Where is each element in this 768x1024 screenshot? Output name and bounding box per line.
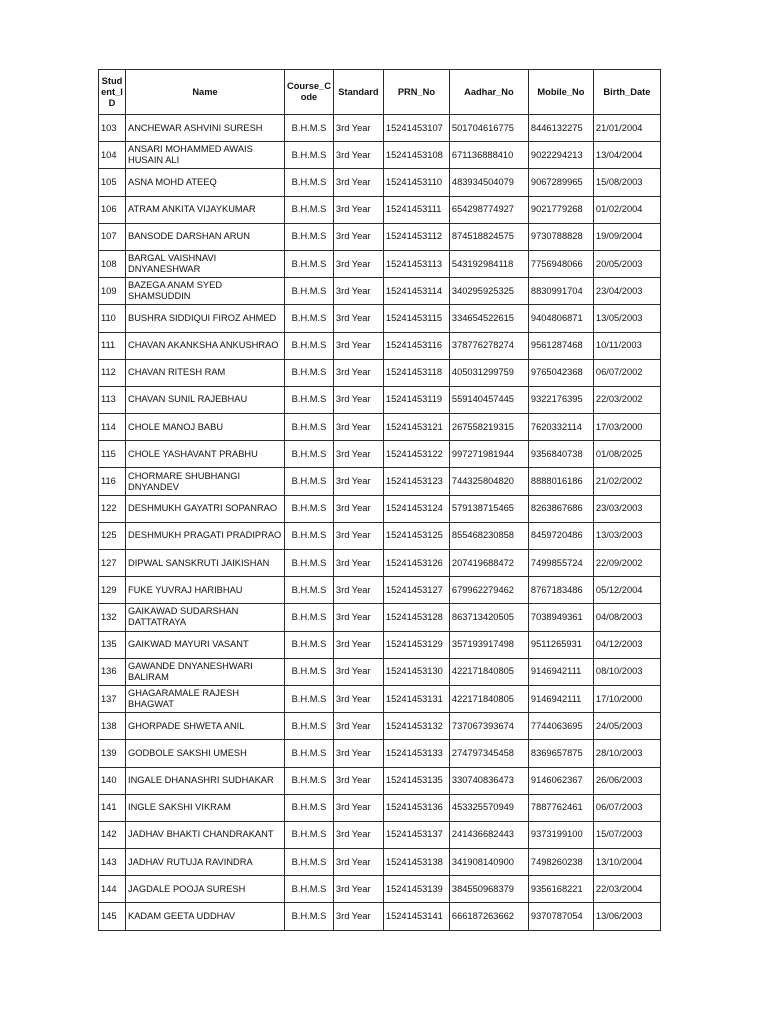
table-row [99, 658, 661, 685]
course-code-cell: B.H.M.S [285, 115, 334, 142]
standard-cell: 3rd Year [333, 631, 383, 658]
mobile-no-cell: 8263867686 [528, 495, 593, 522]
name-cell: BUSHRA SIDDIQUI FIROZ AHMED [126, 305, 285, 332]
prn-no-cell: 15241453136 [383, 794, 449, 821]
standard-cell: 3rd Year [333, 142, 383, 169]
name-cell: GODBOLE SAKSHI UMESH [126, 740, 285, 767]
birth-date-cell: 21/01/2004 [593, 115, 660, 142]
standard-cell: 3rd Year [333, 794, 383, 821]
prn-no-cell: 15241453135 [383, 767, 449, 794]
mobile-no-cell: 9356840738 [528, 441, 593, 468]
aadhar-no-cell: 274797345458 [449, 740, 528, 767]
course-code-cell: B.H.M.S [285, 658, 334, 685]
prn-no-cell: 15241453107 [383, 115, 449, 142]
name-cell: INGALE DHANASHRI SUDHAKAR [126, 767, 285, 794]
prn-no-cell: 15241453137 [383, 821, 449, 848]
mobile-no-cell: 9022294213 [528, 142, 593, 169]
table-row [99, 685, 661, 712]
table-row [99, 495, 661, 522]
name-cell: CHAVAN RITESH RAM [126, 359, 285, 386]
aadhar-no-cell: 744325804820 [449, 468, 528, 495]
prn-no-cell: 15241453124 [383, 495, 449, 522]
student-id-cell: 115 [99, 441, 126, 468]
aadhar-no-cell: 422171840805 [449, 685, 528, 712]
student-id-cell: 111 [99, 332, 126, 359]
standard-cell: 3rd Year [333, 713, 383, 740]
name-cell: DIPWAL SANSKRUTI JAIKISHAN [126, 550, 285, 577]
table-row [99, 767, 661, 794]
birth-date-cell: 15/07/2003 [593, 821, 660, 848]
prn-no-cell: 15241453138 [383, 849, 449, 876]
aadhar-no-cell: 340295925325 [449, 278, 528, 305]
student-id-cell: 122 [99, 495, 126, 522]
student-id-cell: 112 [99, 359, 126, 386]
student-id-cell: 125 [99, 522, 126, 549]
header-birth-date: Birth_Date [593, 70, 660, 115]
table-row [99, 577, 661, 604]
name-cell: ANSARI MOHAMMED AWAIS HUSAIN ALI [126, 142, 285, 169]
student-id-cell: 104 [99, 142, 126, 169]
mobile-no-cell: 9404806871 [528, 305, 593, 332]
birth-date-cell: 21/02/2002 [593, 468, 660, 495]
mobile-no-cell: 8767183486 [528, 577, 593, 604]
mobile-no-cell: 7744063695 [528, 713, 593, 740]
birth-date-cell: 19/09/2004 [593, 223, 660, 250]
course-code-cell: B.H.M.S [285, 903, 334, 930]
name-cell: BARGAL VAISHNAVI DNYANESHWAR [126, 250, 285, 277]
birth-date-cell: 13/05/2003 [593, 305, 660, 332]
aadhar-no-cell: 671136888410 [449, 142, 528, 169]
prn-no-cell: 15241453132 [383, 713, 449, 740]
birth-date-cell: 13/04/2004 [593, 142, 660, 169]
name-cell: BANSODE DARSHAN ARUN [126, 223, 285, 250]
birth-date-cell: 28/10/2003 [593, 740, 660, 767]
mobile-no-cell: 9370787054 [528, 903, 593, 930]
table-row [99, 441, 661, 468]
course-code-cell: B.H.M.S [285, 713, 334, 740]
standard-cell: 3rd Year [333, 740, 383, 767]
prn-no-cell: 15241453119 [383, 386, 449, 413]
aadhar-no-cell: 207419688472 [449, 550, 528, 577]
table-row [99, 522, 661, 549]
student-id-cell: 127 [99, 550, 126, 577]
table-row [99, 196, 661, 223]
course-code-cell: B.H.M.S [285, 849, 334, 876]
student-id-cell: 145 [99, 903, 126, 930]
table-row [99, 876, 661, 903]
student-id-cell: 143 [99, 849, 126, 876]
mobile-no-cell: 8446132275 [528, 115, 593, 142]
name-cell: ATRAM ANKITA VIJAYKUMAR [126, 196, 285, 223]
prn-no-cell: 15241453108 [383, 142, 449, 169]
aadhar-no-cell: 855468230858 [449, 522, 528, 549]
table-row [99, 305, 661, 332]
prn-no-cell: 15241453115 [383, 305, 449, 332]
prn-no-cell: 15241453141 [383, 903, 449, 930]
student-id-cell: 138 [99, 713, 126, 740]
table-row [99, 631, 661, 658]
course-code-cell: B.H.M.S [285, 468, 334, 495]
standard-cell: 3rd Year [333, 821, 383, 848]
birth-date-cell: 17/10/2000 [593, 685, 660, 712]
mobile-no-cell: 7498260238 [528, 849, 593, 876]
student-id-cell: 116 [99, 468, 126, 495]
student-id-cell: 132 [99, 604, 126, 631]
student-id-cell: 107 [99, 223, 126, 250]
header-prn-no: PRN_No [383, 70, 449, 115]
birth-date-cell: 13/10/2004 [593, 849, 660, 876]
birth-date-cell: 23/04/2003 [593, 278, 660, 305]
table-row [99, 849, 661, 876]
course-code-cell: B.H.M.S [285, 577, 334, 604]
aadhar-no-cell: 737067393674 [449, 713, 528, 740]
birth-date-cell: 22/03/2004 [593, 876, 660, 903]
standard-cell: 3rd Year [333, 468, 383, 495]
birth-date-cell: 01/02/2004 [593, 196, 660, 223]
birth-date-cell: 23/03/2003 [593, 495, 660, 522]
course-code-cell: B.H.M.S [285, 821, 334, 848]
standard-cell: 3rd Year [333, 441, 383, 468]
course-code-cell: B.H.M.S [285, 522, 334, 549]
prn-no-cell: 15241453126 [383, 550, 449, 577]
aadhar-no-cell: 241436682443 [449, 821, 528, 848]
name-cell: DESHMUKH GAYATRI SOPANRAO [126, 495, 285, 522]
name-cell: GHAGARAMALE RAJESH BHAGWAT [126, 685, 285, 712]
aadhar-no-cell: 863713420505 [449, 604, 528, 631]
student-id-cell: 105 [99, 169, 126, 196]
course-code-cell: B.H.M.S [285, 169, 334, 196]
header-name: Name [126, 70, 285, 115]
prn-no-cell: 15241453116 [383, 332, 449, 359]
prn-no-cell: 15241453118 [383, 359, 449, 386]
mobile-no-cell: 8369657875 [528, 740, 593, 767]
standard-cell: 3rd Year [333, 359, 383, 386]
standard-cell: 3rd Year [333, 495, 383, 522]
mobile-no-cell: 9730788828 [528, 223, 593, 250]
name-cell: DESHMUKH PRAGATI PRADIPRAO [126, 522, 285, 549]
table-row [99, 359, 661, 386]
birth-date-cell: 17/03/2000 [593, 414, 660, 441]
aadhar-no-cell: 341908140900 [449, 849, 528, 876]
student-id-cell: 113 [99, 386, 126, 413]
prn-no-cell: 15241453125 [383, 522, 449, 549]
standard-cell: 3rd Year [333, 250, 383, 277]
table-row [99, 386, 661, 413]
standard-cell: 3rd Year [333, 196, 383, 223]
birth-date-cell: 10/11/2003 [593, 332, 660, 359]
course-code-cell: B.H.M.S [285, 876, 334, 903]
name-cell: INGLE SAKSHI VIKRAM [126, 794, 285, 821]
standard-cell: 3rd Year [333, 550, 383, 577]
table-row [99, 903, 661, 930]
prn-no-cell: 15241453128 [383, 604, 449, 631]
name-cell: GAIKWAD MAYURI VASANT [126, 631, 285, 658]
mobile-no-cell: 9765042368 [528, 359, 593, 386]
prn-no-cell: 15241453121 [383, 414, 449, 441]
student-id-cell: 139 [99, 740, 126, 767]
course-code-cell: B.H.M.S [285, 414, 334, 441]
name-cell: CHORMARE SHUBHANGI DNYANDEV [126, 468, 285, 495]
birth-date-cell: 22/09/2002 [593, 550, 660, 577]
name-cell: GHORPADE SHWETA ANIL [126, 713, 285, 740]
mobile-no-cell: 9322176395 [528, 386, 593, 413]
birth-date-cell: 22/03/2002 [593, 386, 660, 413]
birth-date-cell: 13/03/2003 [593, 522, 660, 549]
table-row [99, 414, 661, 441]
course-code-cell: B.H.M.S [285, 631, 334, 658]
course-code-cell: B.H.M.S [285, 767, 334, 794]
name-cell: BAZEGA ANAM SYED SHAMSUDDIN [126, 278, 285, 305]
mobile-no-cell: 8888016186 [528, 468, 593, 495]
course-code-cell: B.H.M.S [285, 359, 334, 386]
standard-cell: 3rd Year [333, 685, 383, 712]
name-cell: JADHAV BHAKTI CHANDRAKANT [126, 821, 285, 848]
aadhar-no-cell: 378776278274 [449, 332, 528, 359]
name-cell: ASNA MOHD ATEEQ [126, 169, 285, 196]
course-code-cell: B.H.M.S [285, 250, 334, 277]
student-id-cell: 109 [99, 278, 126, 305]
standard-cell: 3rd Year [333, 767, 383, 794]
prn-no-cell: 15241453130 [383, 658, 449, 685]
course-code-cell: B.H.M.S [285, 305, 334, 332]
standard-cell: 3rd Year [333, 115, 383, 142]
prn-no-cell: 15241453129 [383, 631, 449, 658]
birth-date-cell: 04/08/2003 [593, 604, 660, 631]
header-mobile-no: Mobile_No [528, 70, 593, 115]
prn-no-cell: 15241453110 [383, 169, 449, 196]
prn-no-cell: 15241453139 [383, 876, 449, 903]
mobile-no-cell: 7756948066 [528, 250, 593, 277]
mobile-no-cell: 7038949361 [528, 604, 593, 631]
student-id-cell: 142 [99, 821, 126, 848]
standard-cell: 3rd Year [333, 305, 383, 332]
prn-no-cell: 15241453127 [383, 577, 449, 604]
mobile-no-cell: 9561287468 [528, 332, 593, 359]
course-code-cell: B.H.M.S [285, 550, 334, 577]
table-row [99, 115, 661, 142]
birth-date-cell: 26/06/2003 [593, 767, 660, 794]
course-code-cell: B.H.M.S [285, 142, 334, 169]
table-row [99, 550, 661, 577]
student-id-cell: 144 [99, 876, 126, 903]
aadhar-no-cell: 666187263662 [449, 903, 528, 930]
header-standard: Standard [333, 70, 383, 115]
birth-date-cell: 06/07/2002 [593, 359, 660, 386]
name-cell: CHOLE MANOJ BABU [126, 414, 285, 441]
name-cell: JADHAV RUTUJA RAVINDRA [126, 849, 285, 876]
mobile-no-cell: 9356168221 [528, 876, 593, 903]
table-row [99, 604, 661, 631]
mobile-no-cell: 7620332114 [528, 414, 593, 441]
course-code-cell: B.H.M.S [285, 740, 334, 767]
table-row [99, 821, 661, 848]
table-row [99, 332, 661, 359]
aadhar-no-cell: 330740836473 [449, 767, 528, 794]
mobile-no-cell: 9146062367 [528, 767, 593, 794]
birth-date-cell: 24/05/2003 [593, 713, 660, 740]
name-cell: CHAVAN AKANKSHA ANKUSHRAO [126, 332, 285, 359]
student-id-cell: 137 [99, 685, 126, 712]
student-id-cell: 136 [99, 658, 126, 685]
birth-date-cell: 06/07/2003 [593, 794, 660, 821]
standard-cell: 3rd Year [333, 169, 383, 196]
course-code-cell: B.H.M.S [285, 604, 334, 631]
table-row [99, 740, 661, 767]
mobile-no-cell: 7499855724 [528, 550, 593, 577]
aadhar-no-cell: 501704616775 [449, 115, 528, 142]
student-id-cell: 106 [99, 196, 126, 223]
aadhar-no-cell: 422171840805 [449, 658, 528, 685]
student-id-cell: 140 [99, 767, 126, 794]
student-table [98, 69, 661, 931]
standard-cell: 3rd Year [333, 278, 383, 305]
name-cell: FUKE YUVRAJ HARIBHAU [126, 577, 285, 604]
header-student-id: Stud ent_I D [99, 70, 126, 115]
standard-cell: 3rd Year [333, 223, 383, 250]
mobile-no-cell: 8459720486 [528, 522, 593, 549]
mobile-no-cell: 9146942111 [528, 658, 593, 685]
course-code-cell: B.H.M.S [285, 223, 334, 250]
mobile-no-cell: 9146942111 [528, 685, 593, 712]
table-row [99, 142, 661, 169]
course-code-cell: B.H.M.S [285, 386, 334, 413]
course-code-cell: B.H.M.S [285, 196, 334, 223]
course-code-cell: B.H.M.S [285, 794, 334, 821]
course-code-cell: B.H.M.S [285, 441, 334, 468]
aadhar-no-cell: 267558219315 [449, 414, 528, 441]
student-id-cell: 114 [99, 414, 126, 441]
standard-cell: 3rd Year [333, 414, 383, 441]
table-row [99, 713, 661, 740]
aadhar-no-cell: 405031299759 [449, 359, 528, 386]
birth-date-cell: 20/05/2003 [593, 250, 660, 277]
aadhar-no-cell: 874518824575 [449, 223, 528, 250]
header-row [99, 70, 661, 115]
standard-cell: 3rd Year [333, 577, 383, 604]
prn-no-cell: 15241453111 [383, 196, 449, 223]
prn-no-cell: 15241453113 [383, 250, 449, 277]
student-id-cell: 110 [99, 305, 126, 332]
course-code-cell: B.H.M.S [285, 332, 334, 359]
birth-date-cell: 01/08/2025 [593, 441, 660, 468]
name-cell: CHAVAN SUNIL RAJEBHAU [126, 386, 285, 413]
student-id-cell: 141 [99, 794, 126, 821]
name-cell: JAGDALE POOJA SURESH [126, 876, 285, 903]
name-cell: CHOLE YASHAVANT PRABHU [126, 441, 285, 468]
table-row [99, 223, 661, 250]
course-code-cell: B.H.M.S [285, 278, 334, 305]
prn-no-cell: 15241453122 [383, 441, 449, 468]
standard-cell: 3rd Year [333, 332, 383, 359]
standard-cell: 3rd Year [333, 604, 383, 631]
prn-no-cell: 15241453114 [383, 278, 449, 305]
birth-date-cell: 13/06/2003 [593, 903, 660, 930]
standard-cell: 3rd Year [333, 876, 383, 903]
aadhar-no-cell: 579138715465 [449, 495, 528, 522]
table-row [99, 250, 661, 277]
standard-cell: 3rd Year [333, 658, 383, 685]
course-code-cell: B.H.M.S [285, 685, 334, 712]
prn-no-cell: 15241453123 [383, 468, 449, 495]
table-row [99, 169, 661, 196]
table-row [99, 278, 661, 305]
name-cell: GAWANDE DNYANESHWARI BALIRAM [126, 658, 285, 685]
student-id-cell: 129 [99, 577, 126, 604]
standard-cell: 3rd Year [333, 522, 383, 549]
student-id-cell: 103 [99, 115, 126, 142]
aadhar-no-cell: 334654522615 [449, 305, 528, 332]
table-row [99, 468, 661, 495]
prn-no-cell: 15241453133 [383, 740, 449, 767]
mobile-no-cell: 9511265931 [528, 631, 593, 658]
aadhar-no-cell: 679962279462 [449, 577, 528, 604]
standard-cell: 3rd Year [333, 386, 383, 413]
aadhar-no-cell: 384550968379 [449, 876, 528, 903]
aadhar-no-cell: 997271981944 [449, 441, 528, 468]
birth-date-cell: 08/10/2003 [593, 658, 660, 685]
birth-date-cell: 05/12/2004 [593, 577, 660, 604]
table-row [99, 794, 661, 821]
name-cell: GAIKAWAD SUDARSHAN DATTATRAYA [126, 604, 285, 631]
birth-date-cell: 15/08/2003 [593, 169, 660, 196]
mobile-no-cell: 9067289965 [528, 169, 593, 196]
prn-no-cell: 15241453131 [383, 685, 449, 712]
student-id-cell: 135 [99, 631, 126, 658]
standard-cell: 3rd Year [333, 849, 383, 876]
birth-date-cell: 04/12/2003 [593, 631, 660, 658]
standard-cell: 3rd Year [333, 903, 383, 930]
student-id-cell: 108 [99, 250, 126, 277]
mobile-no-cell: 8830991704 [528, 278, 593, 305]
aadhar-no-cell: 559140457445 [449, 386, 528, 413]
aadhar-no-cell: 543192984118 [449, 250, 528, 277]
aadhar-no-cell: 654298774927 [449, 196, 528, 223]
mobile-no-cell: 9373199100 [528, 821, 593, 848]
course-code-cell: B.H.M.S [285, 495, 334, 522]
aadhar-no-cell: 483934504079 [449, 169, 528, 196]
header-aadhar-no: Aadhar_No [449, 70, 528, 115]
aadhar-no-cell: 357193917498 [449, 631, 528, 658]
mobile-no-cell: 9021779268 [528, 196, 593, 223]
name-cell: ANCHEWAR ASHVINI SURESH [126, 115, 285, 142]
aadhar-no-cell: 453325570949 [449, 794, 528, 821]
header-course-code: Course_C ode [285, 70, 334, 115]
mobile-no-cell: 7887762461 [528, 794, 593, 821]
prn-no-cell: 15241453112 [383, 223, 449, 250]
name-cell: KADAM GEETA UDDHAV [126, 903, 285, 930]
